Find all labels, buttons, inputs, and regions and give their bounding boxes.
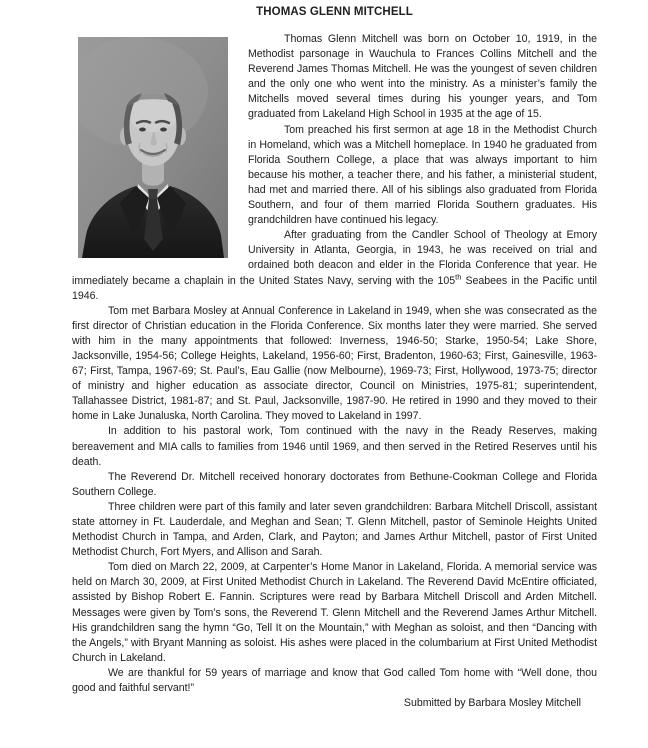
portrait-image — [78, 37, 228, 258]
paragraph-death-memorial: Tom died on March 22, 2009, at Carpenter’s Home Manor in Lakeland, Florida. A memorial service was held on March 30, 2009, at First United Methodist Church in Lakeland. The Reverend David McEntire officiated, assisted by Bishop Robert E. Fannin. Scriptures were read by Barbara Mitchell Driscoll and Arden Mitchell. Messages were given by Tom’s sons, the Reverend T. Glenn Mitchell and the Reverend James Arthur Mitchell. His grandchildren sang the hymn “Go, Tell It on the Mountain,” with Meghan as soloist, and then “Dancing with the Angels,” with Bryant Manning as soloist. His ashes were placed in the columbarium at First United Methodist Church in Lakeland. — [72, 561, 597, 664]
ordinal-superscript: th — [455, 271, 462, 281]
paragraph-seminary-navy-text-start: After graduating from the Candler School of Theology at Emory University in Atlanta, Georgia, in 1943, he was received on trial and ordained both deacon and elder in the Florida Conference that year. He immediately became a chaplain in the United States Navy, serving with the 105 — [72, 229, 597, 287]
submitted-by-line: Submitted by Barbara Mosley Mitchell — [403, 697, 581, 710]
paragraph-marriage-appointments: Tom met Barbara Mosley at Annual Conference in Lakeland in 1949, when she was consecrated as the first director of Christian education in the Florida Conference. Six months later they were married. She served with him in the many appointments that followed: Inverness, 1946-50; Starke, 1950-54; Lake Shore, Jacksonville, 1954-56; College Heights, Lakeland, 1956-60; First, Bradenton, 1960-63; First, Gainesville, 1963-67; First, Tampa, 1967-69; St. Paul’s, Eau Gallie (now Melbourne), 1969-73; First, Hollywood, 1973-75; director of ministry and higher education as associate director, Council on Ministries, 1975-81; superintendent, Tallahassee District, 1981-87; and St. Paul, Jacksonville, 1987-90. He retired in 1990 and they moved to their home in Lake Junaluska, North Carolina. They moved to Lakeland in 1997. — [72, 304, 597, 423]
paragraph-ready-reserves: In addition to his pastoral work, Tom continued with the navy in the Ready Reserves, making bereavement and MIA calls to families from 1946 until 1969, and then served in the Retired Reserves until his death. — [72, 425, 597, 468]
paragraph-thankful-closing: We are thankful for 59 years of marriage and know that God called Tom home with “Well done, thou good and faithful servant!” — [72, 666, 597, 695]
page-title: THOMAS GLENN MITCHELL — [256, 6, 413, 18]
paragraph-seminary-navy-text-end: Seabees in the Pacific until 1946. — [72, 274, 597, 302]
portrait-photo — [78, 37, 228, 258]
paragraph-honorary-doctorates: The Reverend Dr. Mitchell received honorary doctorates from Bethune-Cookman College and Florida Southern College. — [72, 470, 597, 498]
paragraph-first-sermon-college: Tom preached his first sermon at age 18 in the Methodist Church in Homeland, which was a Mitchell homeplace. In 1940 he graduated from Florida Southern College, a place that was always important to him because his mother, a teacher there, and his father, a ministerial student, had met and married there. All of his siblings also graduated from Florida Southern, and four of them married Florida Southern graduates. His grandchildren have continued his legacy. — [248, 123, 597, 227]
document-body — [72, 32, 597, 711]
paragraph-children-grandchildren: Three children were part of this family and later seven grandchildren: Barbara Mitchell Driscoll, assistant state attorney in Ft. Lauderdale, and Meghan and Sean; T. Glenn Mitchell, pastor of Seminole Heights United Methodist Church in Tampa, and Arden, Clark, and Payton; and James Arthur Mitchell, pastor of First United Methodist Church, Fort Myers, and Allison and Sarah. — [72, 500, 597, 559]
paragraph-birth-family: Thomas Glenn Mitchell was born on October 10, 1919, in the Methodist parsonage in Wauchula to Frances Collins Mitchell and the Reverend James Thomas Mitchell. He was the youngest of seven children and the only one who went into the ministry. As a minister’s family the Mitchells moved several times during his younger years, and Tom graduated from Lakeland High School in 1935 at the age of 15. — [248, 33, 597, 121]
